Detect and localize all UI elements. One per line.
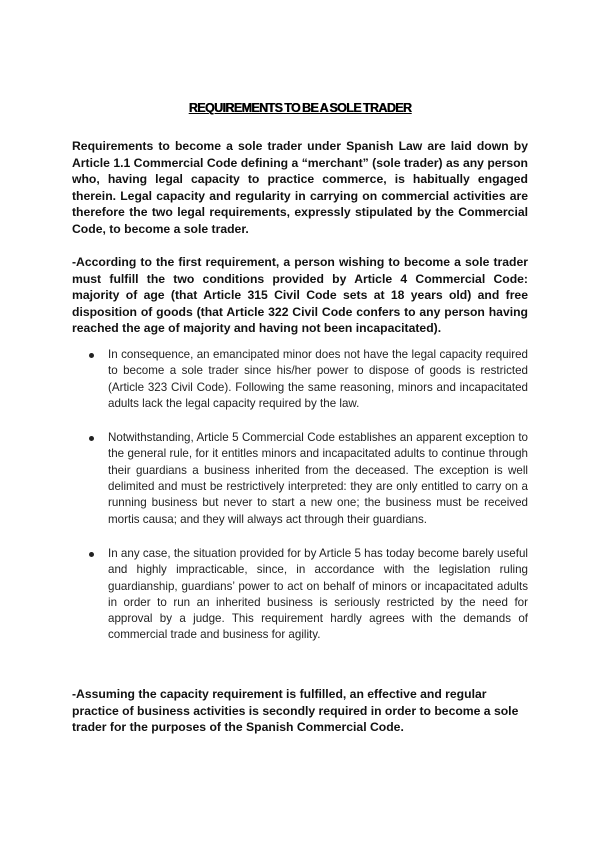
bullet-dot-icon (89, 353, 94, 358)
bullet-text: In any case, the situation provided for by Article 5 has today become barely useful and highly impracticable, since, in accordance with the legislation ruling guardianship, guardians’ power to act on behalf of minors or incapacitated adults in order to run an inherited business is seriously restricted by the need for approval by a judge. This requirement hardly agrees with the demands of commercial trade and business for agility. (108, 546, 528, 642)
document-title: REQUIREMENTS TO BE A SOLE TRADER (188, 101, 412, 115)
bullet-list (88, 347, 528, 662)
second-requirement-paragraph: -Assuming the capacity requirement is fulfilled, an effective and regular practice of business activities is secondly required in order to become a sole trader for the purposes of the Spanish Commercial Code. (72, 687, 519, 734)
bullet-dot-icon (89, 552, 94, 557)
bullet-item-article-5-exception (88, 430, 528, 528)
bullet-item-emancipated-minor (88, 347, 528, 412)
bullet-item-impracticable (88, 546, 528, 644)
first-requirement-paragraph: -According to the first requirement, a person wishing to become a sole trader must fulfill the two conditions provided by Article 4 Commercial Code: majority of age (that Article 315 Civil Code sets at 18 years old) and free disposition of goods (that Article 322 Civil Code confers to any person having reached the age of majority and having not been incapacitated). (72, 255, 528, 335)
bullet-text: Notwithstanding, Article 5 Commercial Code establishes an apparent exception to the general rule, for it entitles minors and incapacitated adults to continue through their guardians a business inherited from the deceased. The exception is well delimited and must be restrictively interpreted: they are only entitled to carry on a running business but never to start a new one; the business must be received mortis causa; and they will always act through their guardians. (108, 431, 528, 526)
bullet-text: In consequence, an emancipated minor does not have the legal capacity required to become a sole trader since his/her power to dispose of goods is restricted (Article 323 Civil Code). Following the same reasoning, minors and incapacitated adults lack the legal capacity required by the law. (108, 348, 528, 410)
intro-paragraph: Requirements to become a sole trader under Spanish Law are laid down by Article 1.1 Commercial Code defining a “merchant” (sole trader) as any person who, having legal capacity to practice commerce, is habitually engaged therein. Legal capacity and regularity in carrying on commercial activities are therefore the two legal requirements, expressly stipulated by the Commercial Code, to become a sole trader. (72, 139, 528, 236)
bullet-dot-icon (89, 436, 94, 441)
